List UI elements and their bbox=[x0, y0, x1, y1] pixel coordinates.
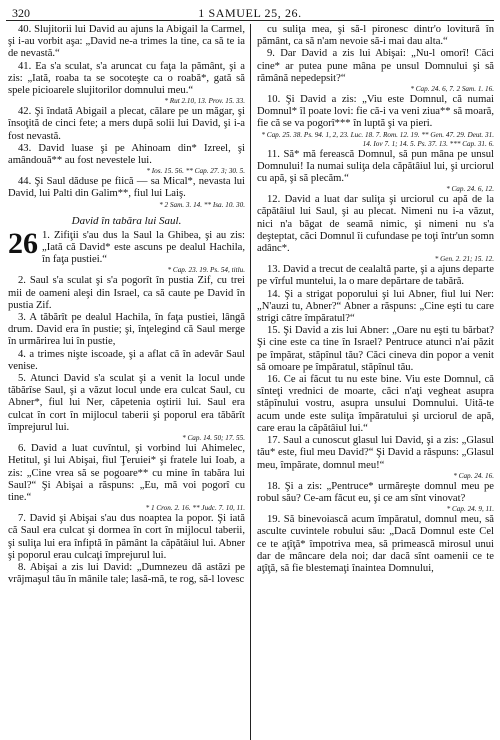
verse-text: 7. David şi Abişai s'au dus noaptea la popor. Şi iată că Saul era culcat şi dormea în cort în mijlocul taberii, şi suliţa lui era înfiptă în pământ la căpătâiul lui. Abner şi poporul erau culcaţi împrejurul lui. bbox=[8, 513, 245, 561]
verse bbox=[8, 349, 245, 373]
chapter-number: 26 bbox=[8, 226, 38, 260]
verse bbox=[8, 312, 245, 349]
cross-reference: * Rut 2.10, 13. Prov. 15. 33. bbox=[164, 97, 245, 106]
verse bbox=[257, 435, 494, 481]
verse bbox=[8, 24, 245, 61]
verse-text: 42. Şi îndată Abigail a plecat, călare pe un măgar, şi însoţită de cinci fete; a mers după solii lui David, şi i-a fost nevastă. bbox=[8, 106, 245, 142]
text-columns bbox=[8, 24, 494, 740]
verse-text: 2. Saul s'a sculat şi s'a pogorît în pustia Zif, cu trei mii de oameni aleşi din Israel, ca să caute pe David în pustia Zif. bbox=[8, 275, 245, 311]
verse-text: 43. David luase şi pe Ahinoam din* Izreel, şi amândouă** au fost nevestele lui. bbox=[8, 142, 245, 167]
verse-text: 8. Abişai a zis lui David: „Dumnezeu dă astăzi pe vrăjmaşul tău în mânile tale; lasă-mă, te rog, să-l lovesc bbox=[8, 561, 245, 586]
verse bbox=[257, 325, 494, 374]
cross-reference: * 2 Sam. 3. 14. ** Isa. 10. 30. bbox=[159, 200, 245, 209]
left-post-verses bbox=[8, 275, 245, 586]
verse-text: 13. David a trecut de cealaltă parte, şi a ajuns departe pe vîrful muntelui, la o mare depărtare de tabără. bbox=[257, 264, 494, 288]
cross-reference: * Cap. 25. 38. Ps. 94. 1, 2, 23. Luc. 18. 7. Rom. 12. 19. ** Gen. 47. 29. Deut. 31. 14. Iov 7. 1; 14. 5. Ps. 37. 13. *** Cap. 31. 6. bbox=[261, 130, 494, 148]
running-title: 1 SAMUEL 25, 26. bbox=[198, 6, 302, 20]
verse-text: 40. Slujitorii lui David au ajuns la Abigail la Carmel, şi i-au vorbit aşa: „David ne-a trimes la tine, ca să te ia de nevastă.“ bbox=[8, 24, 245, 60]
verse bbox=[8, 513, 245, 562]
verse bbox=[8, 106, 245, 143]
page-header bbox=[8, 4, 492, 20]
cross-reference: * Cap. 24. 6, 7. 2 Sam. 1. 16. bbox=[410, 85, 494, 94]
verse bbox=[8, 176, 245, 209]
cross-reference: * Cap. 24. 16. bbox=[453, 471, 494, 480]
verse bbox=[257, 24, 494, 48]
header-rule bbox=[6, 20, 494, 21]
verse-text: 4. a trimes nişte iscoade, şi a aflat că în adevăr Saul venise. bbox=[8, 348, 245, 372]
cross-reference: * Cap. 14. 50; 17. 55. bbox=[182, 434, 245, 443]
verse-text: 10. Şi David a zis: „Viu este Domnul, că numai Domnul* îl poate lovi: fie că-i va veni ziua** să moară, fie că se va pogorî*** în luptă şi va pieri. bbox=[257, 94, 494, 130]
verse bbox=[257, 264, 494, 288]
verse bbox=[257, 94, 494, 149]
verse-text: 14. Şi a strigat poporului şi lui Abner, fiul lui Ner: „N'auzi tu, Abner?“ Abner a răspuns: „Cine eşti tu care strigi către împăratul?“ bbox=[257, 288, 494, 325]
left-column bbox=[8, 24, 250, 740]
verse bbox=[8, 443, 245, 513]
verse bbox=[257, 514, 494, 575]
verse-text: 11. Să* mă ferească Domnul, să pun mâna pe unsul Domnului! Ia numai suliţa dela căpătâiul lui, şi urciorul cu apă, şi să plecăm.“ bbox=[257, 148, 494, 185]
verse bbox=[257, 481, 494, 514]
page-number: 320 bbox=[12, 6, 30, 20]
verse bbox=[8, 143, 245, 176]
verse bbox=[8, 373, 245, 443]
verse-text: 17. Saul a cunoscut glasul lui David, şi a zis: „Glasul tău* este, fiul meu David?“ Şi David a răspuns: „Glasul meu, împărate, domnul meu!“ bbox=[257, 435, 494, 471]
verse-text: 6. David a luat cuvîntul, şi vorbind lui Ahimelec, Hetitul, şi lui Abişai, fiul Ţeruiei* şi fratele lui Ioab, a zis: „Cine vrea să se pogoare** cu mine în tabăra lui Saul?“ Şi Abişai a răspuns: „Eu, mă voi pogorî cu tine.“ bbox=[8, 443, 245, 503]
cross-reference: * 1 Cron. 2. 16. ** Judc. 7. 10, 11. bbox=[145, 504, 245, 513]
verse-text: 18. Şi a zis: „Pentruce* urmăreşte domnul meu pe robul său? Ce-am făcut eu, şi ce am sînt vinovat? bbox=[257, 480, 494, 504]
verse bbox=[8, 275, 245, 312]
cross-reference: * Ios. 15. 56. ** Cap. 27. 3; 30. 5. bbox=[146, 167, 245, 176]
verse bbox=[257, 374, 494, 435]
verse-text: 9. Dar David a zis lui Abişai: „Nu-l omorî! Căci cine* ar putea pune mâna pe unsul Domnului şi să rămână nepedepsit?“ bbox=[257, 48, 494, 84]
cross-reference: * Cap. 24. 9, 11. bbox=[446, 505, 494, 514]
verse bbox=[257, 194, 494, 264]
verse bbox=[257, 289, 494, 326]
cross-reference: * Cap. 24. 6, 12. bbox=[446, 185, 494, 194]
verse-text: 15. Şi David a zis lui Abner: „Oare nu eşti tu bărbat? Şi cine este ca tine în Israel? Pentruce atunci n'ai păzit pe împărat, stăpînul tău? Căci cineva din popor a venit să omoare pe împăratul, stăpînul tău. bbox=[257, 325, 494, 373]
verse bbox=[257, 149, 494, 195]
verse-text: 5. Atunci David s'a sculat şi a venit la locul unde tăbărîse Saul, şi a văzut locul unde era culcat Saul, cu Abner*, fiul lui Ner, căpetenia oştirii lui. Saul era culcat în cort în mijlocul taberii şi poporul era tăbărît împrejurul lui. bbox=[8, 373, 245, 433]
verse-text: 19. Să binevoiască acum împăratul, domnul meu, să asculte cuvintele robului său: „Dacă Domnul este Cel ce te aţîţă* împotriva mea, să primească mirosul unui dar de mâncare dela noi; dar dacă sînt oamenii ce te aţîţă, să fie blestemaţi înaintea Domnului, bbox=[257, 514, 494, 574]
right-column bbox=[250, 24, 494, 740]
verse-text: 16. Ce ai făcut tu nu este bine. Viu este Domnul, că sînteţi vrednici de moarte, căci n'aţi vegheat asupra stăpînului vostru, asupra unsului Domnului. Uită-te acum unde este suliţa împăratului şi urciorul de apă, care erau la căpătâiul lui.“ bbox=[257, 374, 494, 434]
verse-text: 3. A tăbărît pe dealul Hachila, în faţa pustiei, lângă drum. David era în pustie; şi, înţelegind că Saul merge în urmărirea lui în pustie, bbox=[8, 312, 245, 348]
right-verses bbox=[257, 24, 494, 575]
verse bbox=[8, 61, 245, 107]
verse-text: 41. Ea s'a sculat, s'a aruncat cu faţa la pământ, şi a zis: „Iată, roaba ta se socoteşte ca o roabă*, gată să spele picioarele slujitorilor domnului meu.“ bbox=[8, 60, 245, 97]
verse bbox=[8, 562, 245, 586]
verse-text: 1. Zifiţii s'au dus la Saul la Ghibea, şi au zis: „Iată că David* este ascuns pe dealul Hachila, în faţa pustiei.“ bbox=[42, 229, 245, 266]
cross-reference: * Cap. 23. 19. Ps. 54, titlu. bbox=[167, 266, 245, 275]
chapter-opening-verse bbox=[8, 226, 245, 276]
left-pre-verses bbox=[8, 24, 245, 210]
verse bbox=[257, 48, 494, 94]
verse-text: cu suliţa mea, şi să-l pironesc dintr'o lovitură în pământ, ca să n'am nevoie să-i mai dau alta.“ bbox=[257, 24, 494, 48]
verse-text: 44. Şi Saul dăduse pe fiică — sa Mical*, nevasta lui David, lui Palti din Galim**, fiul lui Laiş. bbox=[8, 176, 245, 200]
section-title: David în tabăra lui Saul. bbox=[71, 214, 182, 227]
cross-reference: * Gen. 2. 21; 15. 12. bbox=[434, 255, 494, 264]
verse-text: 12. David a luat dar suliţa şi urciorul cu apă de la căpătâiul lui Saul, şi au plecat. Nimeni nu i-a văzut, nici n'a băgat de seamă nimic, şi nimeni nu s'a deşteptat, căci Domnul îi cufundase pe toţi într'un somn adânc*. bbox=[257, 194, 494, 255]
